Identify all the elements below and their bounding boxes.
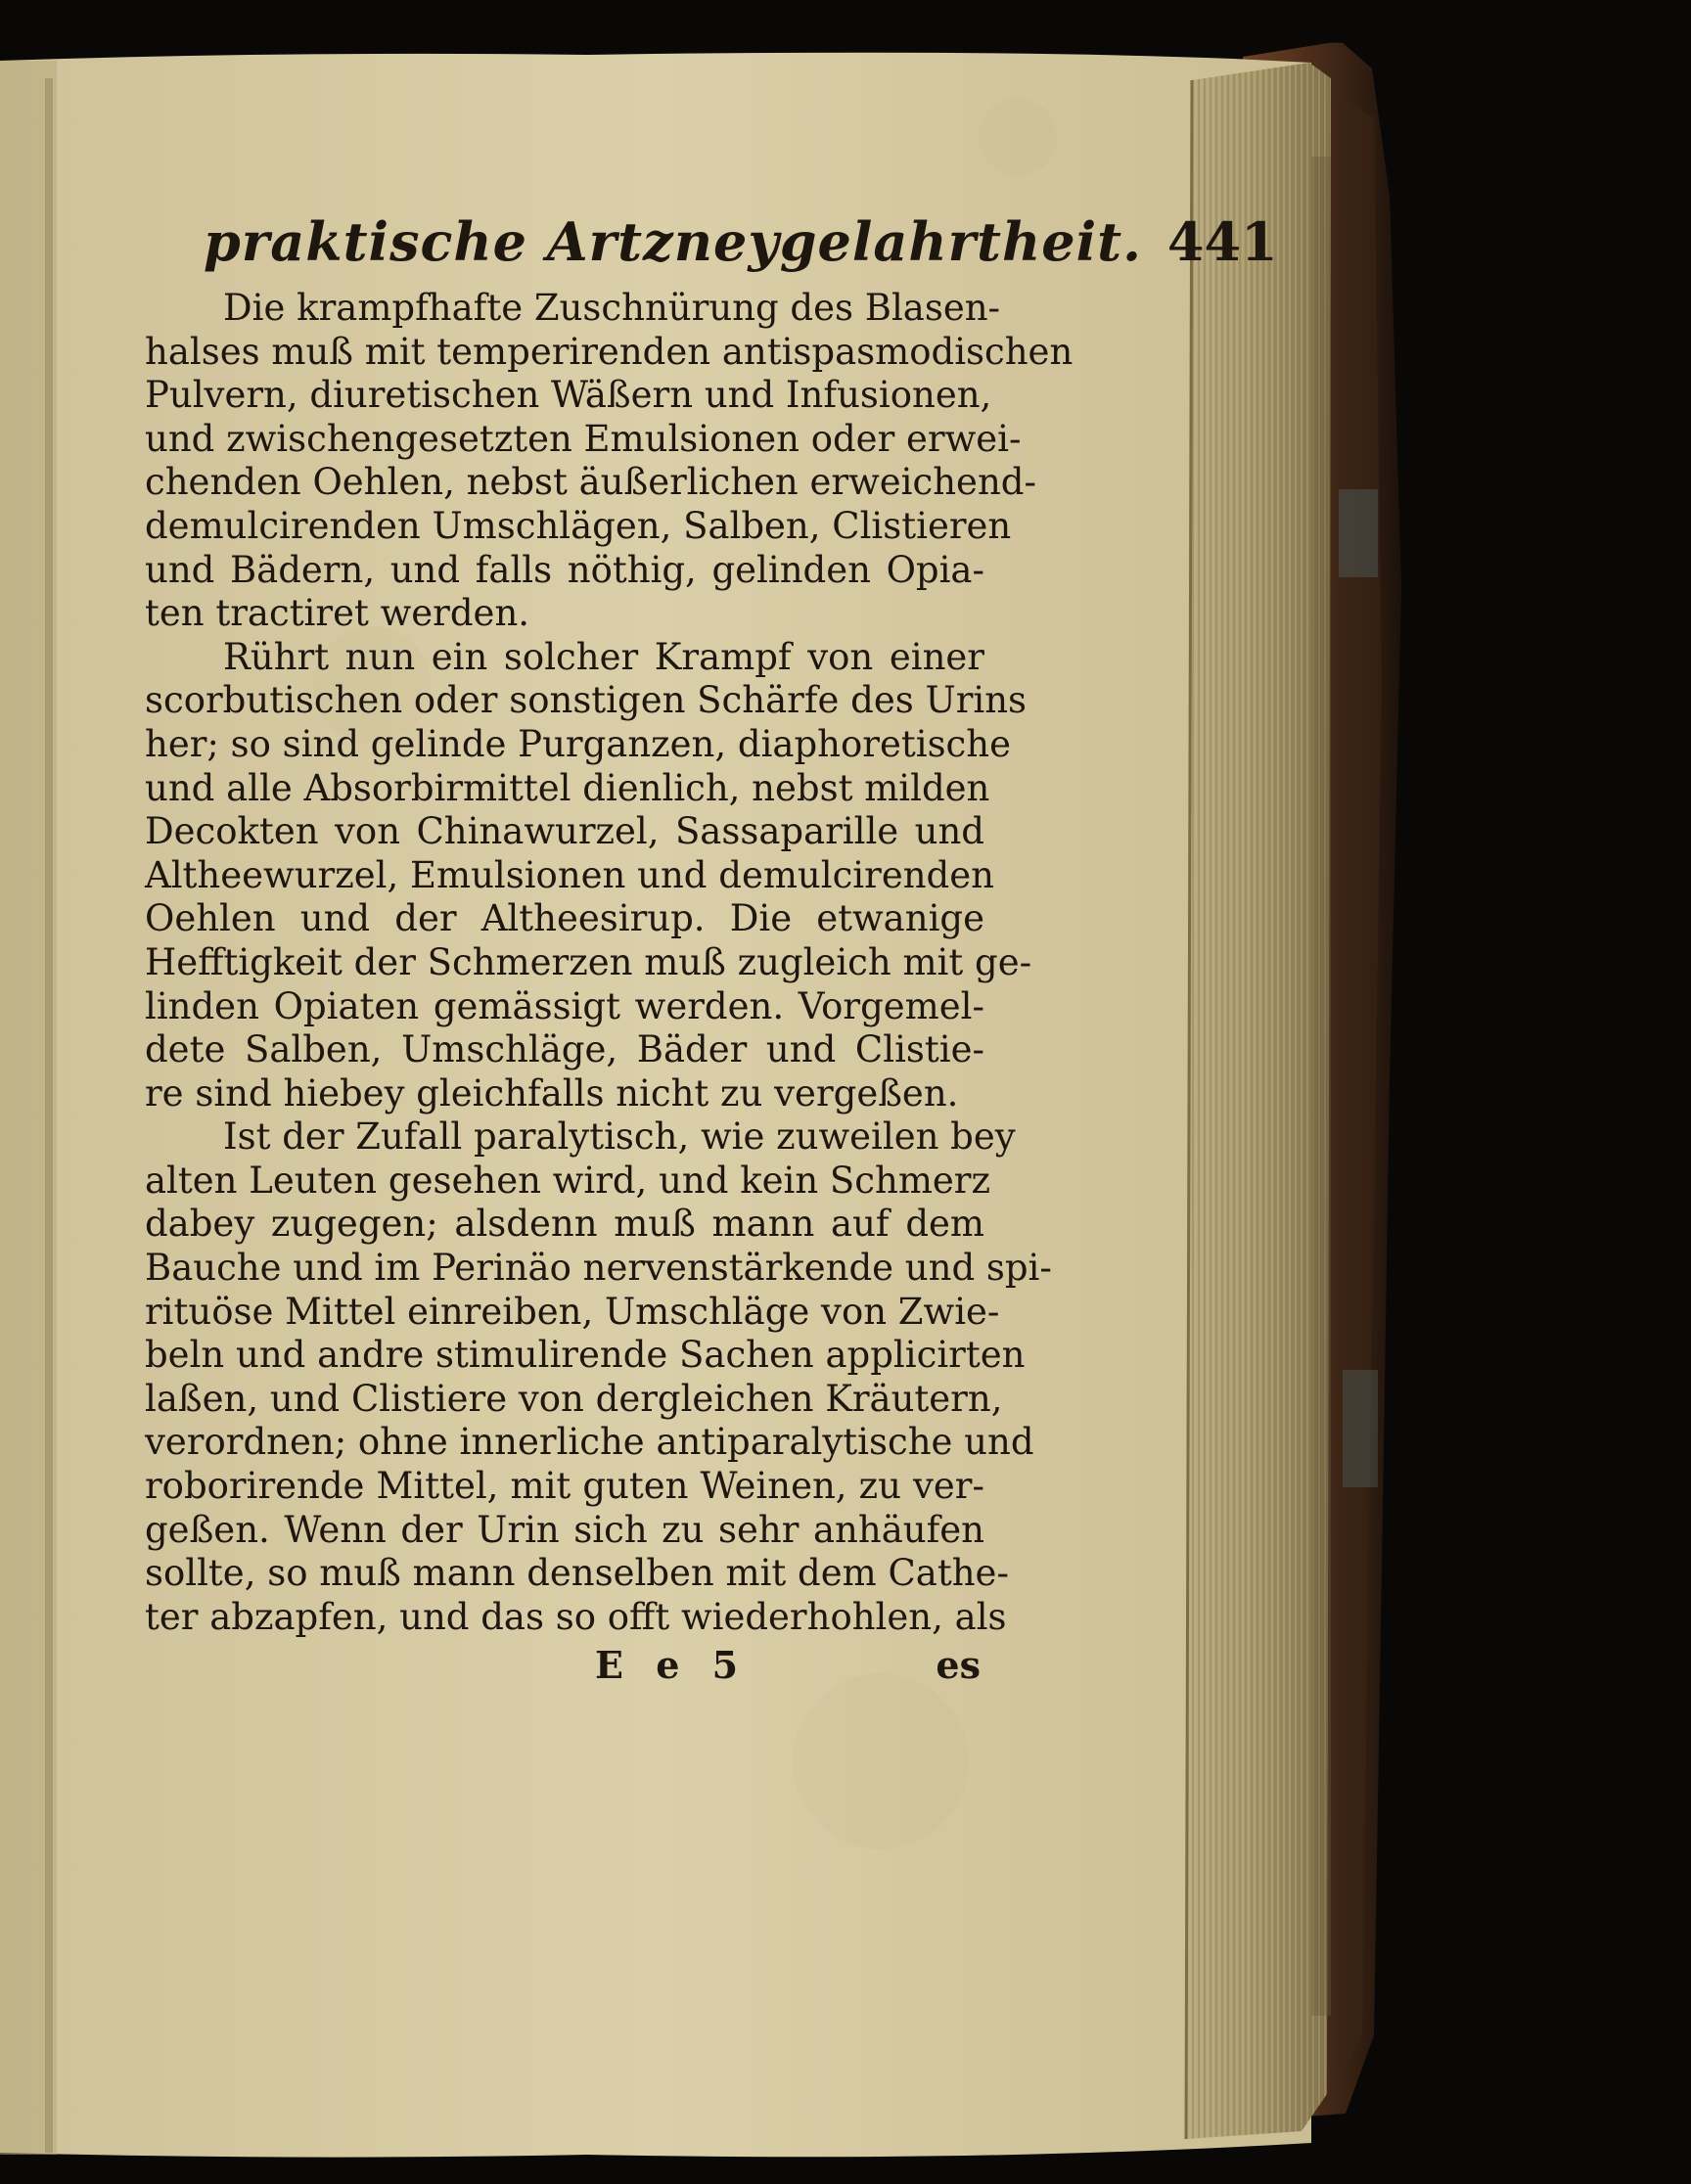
running-head-title: praktische Artzneygelahrtheit. bbox=[204, 210, 1142, 273]
text-line: Decokten von Chinawurzel, Sassaparille und bbox=[145, 810, 984, 853]
text-line: linden Opiaten gemässigt werden. Vorgemel- bbox=[145, 984, 984, 1027]
paragraph bbox=[145, 635, 1032, 1116]
text-line: beln und andre stimulirende Sachen applicirten bbox=[145, 1334, 1026, 1377]
text-line: geßen. Wenn der Urin sich zu sehr anhäufen bbox=[145, 1508, 984, 1551]
catchword: es bbox=[936, 1643, 981, 1688]
text-line: Rührt nun ein solcher Krampf von einer bbox=[223, 635, 984, 678]
text-line: scorbutischen oder sonstigen Schärfe des Urins bbox=[145, 679, 1028, 722]
text-line: Pulvern, diuretischen Wäßern und Infusionen, bbox=[145, 374, 992, 417]
page-number: 441 bbox=[1166, 210, 1278, 273]
text-line: her; so sind gelinde Purganzen, diaphoretische bbox=[145, 722, 1012, 765]
text-line: Oehlen und der Altheesirup. Die etwanige bbox=[145, 897, 984, 940]
page-footer bbox=[145, 1643, 984, 1692]
text-line: Ist der Zufall paralytisch, wie zuweilen bey bbox=[223, 1115, 1016, 1159]
text-line: roborirende Mittel, mit guten Weinen, zu ver- bbox=[145, 1465, 984, 1508]
running-head bbox=[204, 210, 1278, 287]
text-line: alten Leuten gesehen wird, und kein Schmerz bbox=[145, 1159, 990, 1202]
text-line: chenden Oehlen, nebst äußerlichen erweichend- bbox=[145, 461, 1036, 504]
text-line: re sind hiebey gleichfalls nicht zu vergeßen. bbox=[145, 1071, 959, 1115]
body-text bbox=[145, 287, 1074, 1639]
text-line: Bauche und im Perinäo nervenstärkende und spi- bbox=[145, 1247, 1052, 1290]
paragraph bbox=[145, 287, 1074, 636]
text-line: ten tractiret werden. bbox=[145, 592, 530, 635]
text-line: und Bädern, und falls nöthig, gelinden Opia- bbox=[145, 548, 984, 591]
text-line: rituöse Mittel einreiben, Umschläge von Zwie- bbox=[145, 1290, 1000, 1333]
text-line: und alle Absorbirmittel dienlich, nebst milden bbox=[145, 766, 990, 809]
signature-mark: E e 5 bbox=[595, 1643, 749, 1688]
text-line: ter abzapfen, und das so offt wiederhohlen, als bbox=[145, 1595, 1007, 1638]
text-line: demulcirenden Umschlägen, Salben, Clistieren bbox=[145, 504, 1012, 547]
text-line: dabey zugegen; alsdenn muß mann auf dem bbox=[145, 1203, 984, 1246]
text-line: Hefftigkeit der Schmerzen muß zugleich mit ge- bbox=[145, 940, 1032, 983]
text-line: sollte, so muß mann denselben mit dem Cathe- bbox=[145, 1552, 1009, 1595]
text-line: Altheewurzel, Emulsionen und demulcirenden bbox=[145, 853, 994, 896]
text-line: Die krampfhafte Zuschnürung des Blasen- bbox=[223, 287, 1001, 329]
page-text-block bbox=[145, 210, 1278, 1692]
paragraph bbox=[145, 1115, 1052, 1639]
text-line: und zwischengesetzten Emulsionen oder erwei- bbox=[145, 417, 1022, 460]
text-line: dete Salben, Umschläge, Bäder und Clistie- bbox=[145, 1028, 984, 1071]
text-line: halses muß mit temperirenden antispasmodischen bbox=[145, 330, 1074, 373]
text-line: laßen, und Clistiere von dergleichen Kräutern, bbox=[145, 1377, 1003, 1420]
text-line: verordnen; ohne innerliche antiparalytische und bbox=[145, 1421, 1034, 1464]
